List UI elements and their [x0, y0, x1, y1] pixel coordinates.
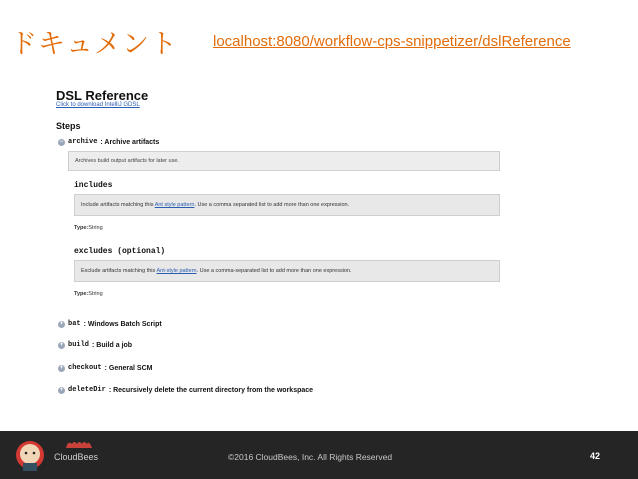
steps-heading: Steps	[56, 121, 81, 131]
includes-help-text: Include artifacts matching this Ant style pattern. Use a comma separated list to add more than one expression.	[81, 202, 350, 208]
step-deletedir[interactable]	[58, 386, 313, 394]
step-name: deleteDir	[68, 386, 106, 394]
slide-title: ドキュメント	[10, 29, 178, 60]
expand-icon[interactable]: +	[59, 386, 64, 393]
param-includes: includes	[74, 181, 113, 190]
excludes-type: Type:String	[74, 291, 103, 297]
step-description: : Build a job	[92, 341, 133, 349]
ant-pattern-link[interactable]: Ant style pattern	[154, 202, 195, 208]
param-excludes: excludes (optional)	[74, 247, 166, 256]
ant-pattern-link[interactable]: Ant-style pattern	[156, 268, 197, 274]
cloudbees-logo-text: CloudBees	[54, 452, 99, 462]
step-name: build	[68, 341, 90, 349]
includes-type: Type:String	[74, 225, 103, 231]
page-number: 42	[590, 451, 601, 461]
cloudbees-logo-icon	[64, 438, 94, 450]
includes-help-box	[74, 194, 500, 216]
excludes-help-box	[74, 260, 500, 282]
step-name: archive	[68, 138, 98, 146]
collapse-icon[interactable]: −	[59, 138, 64, 145]
footer-bar	[0, 431, 638, 479]
step-description: : General SCM	[104, 364, 153, 372]
step-description: : Archive artifacts	[100, 138, 160, 146]
download-gdsl-link[interactable]: Click to download IntelliJ GDSL	[56, 102, 140, 108]
jenkins-logo-icon	[14, 439, 46, 473]
excludes-help-text: Exclude artifacts matching this Ant-style pattern. Use a comma-separated list to add more than one expression.	[81, 268, 352, 274]
expand-icon[interactable]: +	[59, 364, 64, 371]
step-archive[interactable]	[58, 138, 159, 146]
step-description: : Recursively delete the current directory from the workspace	[108, 386, 314, 394]
expand-icon[interactable]: +	[59, 341, 64, 348]
archive-help-box	[68, 151, 500, 171]
step-name: bat	[68, 320, 81, 328]
expand-icon[interactable]: +	[59, 320, 64, 327]
step-build[interactable]	[58, 341, 132, 349]
reference-url-link[interactable]: localhost:8080/workflow-cps-snippetizer/dslReference	[213, 33, 571, 50]
step-name: checkout	[68, 364, 102, 372]
dsl-reference-screenshot	[52, 84, 512, 404]
step-bat[interactable]	[58, 320, 162, 328]
step-description: : Windows Batch Script	[83, 320, 162, 328]
copyright-text: ©2016 CloudBees, Inc. All Rights Reserved	[228, 452, 393, 462]
archive-help-text: Archives build output artifacts for later use.	[75, 158, 179, 164]
page-heading: DSL Reference	[56, 88, 149, 103]
step-checkout[interactable]	[58, 364, 152, 372]
